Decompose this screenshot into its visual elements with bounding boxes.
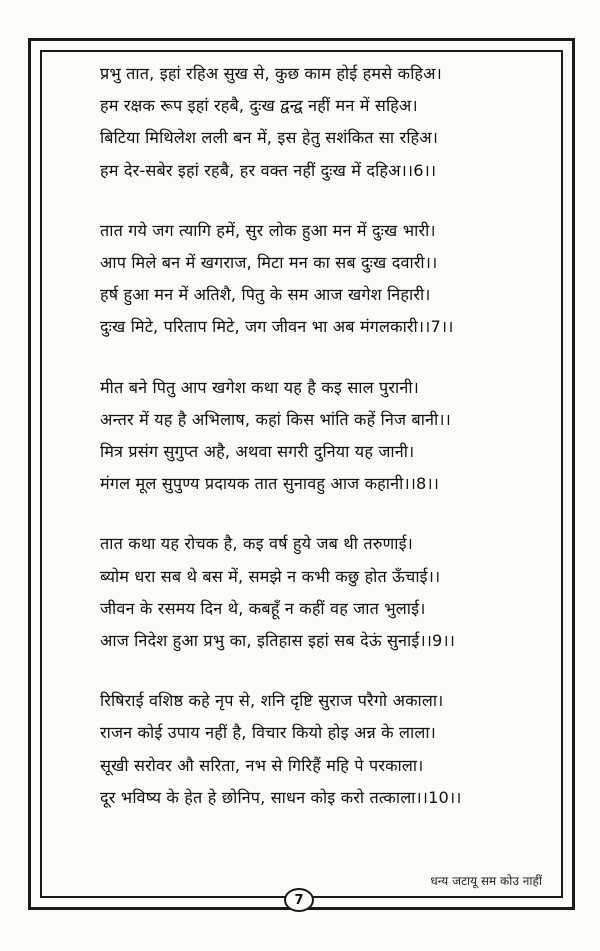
verse-line: मंगल मूल सुपुण्य प्रदायक तात सुनावहु आज कहानी।।8।। xyxy=(100,474,440,494)
verse-line: हम रक्षक रूप इहां रहबै, दुःख द्वन्द्व नहीं मन में सहिअ। xyxy=(100,96,418,116)
verse-line: दूर भविष्य के हेत हे छोनिप, साधन कोइ करो तत्काला।।10।। xyxy=(100,787,462,807)
verse-line: अन्तर में यह है अभिलाष, कहां किस भांति कहें निज बानी।। xyxy=(100,409,451,429)
verse-line: मीत बने पितु आप खगेश कथा यह है कइ साल पुरानी। xyxy=(100,377,419,397)
stanza-7 xyxy=(100,215,540,344)
verse-line: राजन कोई उपाय नहीं है, विचार कियो होइ अन्न के लाला। xyxy=(100,723,436,743)
verse-line: ब्योम धरा सब थे बस में, समझे न कभी कछु होत ऊँचाई।। xyxy=(100,566,441,586)
verse-line: हम देर-सबेर इहां रहबै, हर वक्त नहीं दुःख में दहिअ।।6।। xyxy=(100,160,437,180)
verse-line: आज निदेश हुआ प्रभु का, इतिहास इहां सब देऊं सुनाई।।9।। xyxy=(100,631,456,651)
verse-line: मित्र प्रसंग सुगुप्त अहै, अथवा सगरी दुनिया यह जानी। xyxy=(100,442,415,462)
verse-line: बिटिया मिथिलेश लली बन में, इस हेतु सशंकित सा रहिअ। xyxy=(100,128,439,148)
page-number-badge xyxy=(284,888,314,912)
verse-line: जीवन के रसमय दिन थे, कबहूँ न कहीं वह जात भुलाई। xyxy=(100,598,426,618)
verse-line: हर्ष हुआ मन में अतिशै, पितु के सम आज खगेश निहारी। xyxy=(100,285,431,305)
verse-line: दुःख मिटे, परिताप मिटे, जग जीवन भा अब मंगलकारी।।7।। xyxy=(100,317,454,337)
verse-line: आप मिले बन में खगराज, मिटा मन का सब दुःख दवारी।। xyxy=(100,253,438,273)
poem-body xyxy=(100,58,540,842)
verse-line: रिषिराई वशिष्ठ कहे नृप से, शनि दृष्टि सुराज परैगो अकाला। xyxy=(100,691,444,711)
verse-line: सूखी सरोवर औ सरिता, नभ से गिरिहैं महि पे परकाला। xyxy=(100,755,424,775)
page-number: 7 xyxy=(294,892,304,908)
stanza-8 xyxy=(100,372,540,501)
book-title-footer: धन्य जटायू सम कोउ नाहीं xyxy=(430,874,542,888)
verse-line: प्रभु तात, इहां रहिअ सुख से, कुछ काम होई हमसे कहिअ। xyxy=(100,64,442,83)
stanza-9 xyxy=(100,528,540,657)
stanza-6 xyxy=(100,58,540,187)
verse-line: तात कथा यह रोचक है, कइ वर्ष हुये जब थी तरुणाई। xyxy=(100,534,413,554)
verse-line: तात गये जग त्यागि हमें, सुर लोक हुआ मन में दुःख भारी। xyxy=(100,220,436,240)
stanza-10 xyxy=(100,685,540,814)
